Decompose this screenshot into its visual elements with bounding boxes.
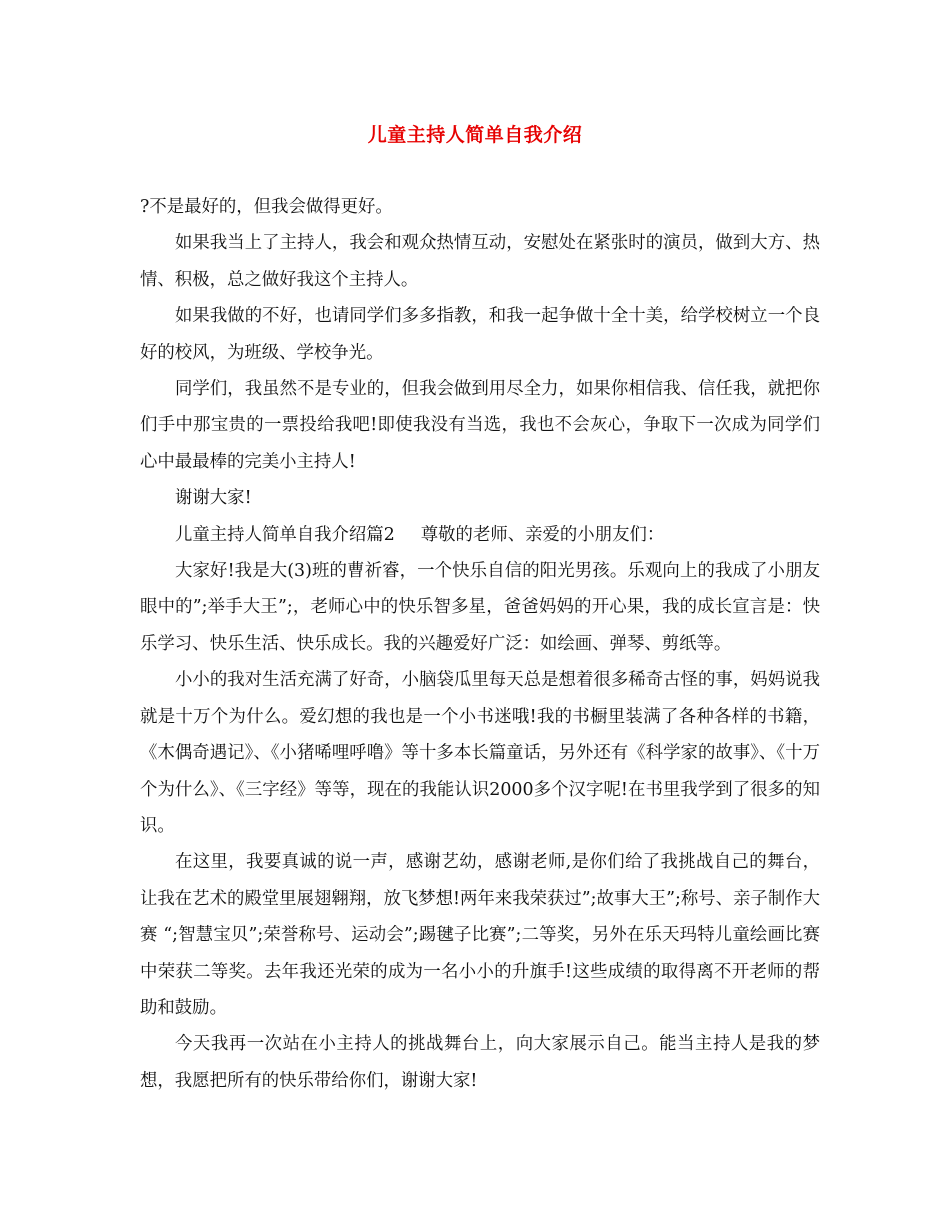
paragraph-2: 如果我当上了主持人，我会和观众热情互动，安慰处在紧张时的演员，做到大方、热情、积极，总之做好我这个主持人。	[140, 233, 820, 290]
paragraph-5: 谢谢大家!	[175, 488, 252, 509]
paragraph-8: 在这里，我要真诚的说一声，感谢艺幼，感谢老师,是你们给了我挑战自己的舞台，让我在艺术的殿堂里展翅翱翔，放飞梦想!两年来我荣获过”;故事大王”;称号、亲子制作大赛 “;智慧宝贝”;荣誉称号、运动会”;踢毽子比赛”;二等奖，另外在乐天玛特儿童绘画比赛中荣获二等奖。去年我还光荣的成为一名小小的升旗手!这些成绩的取得离不开老师的帮助和鼓励。	[140, 852, 820, 1018]
document-title: 儿童主持人简单自我介绍	[367, 124, 583, 146]
paragraph-7: 小小的我对生活充满了好奇，小脑袋瓜里每天总是想着很多稀奇古怪的事，妈妈说我就是十万个为什么。爱幻想的我也是一个小书迷哦!我的书橱里装满了各种各样的书籍，《木偶奇遇记》、《小猪唏哩呼噜》等十多本长篇童话，另外还有《科学家的故事》、《十万个为什么》、《三字经》等等，现在的我能认识2000多个汉字呢!在书里我学到了很多的知识。	[140, 670, 820, 836]
paragraph-4: 同学们，我虽然不是专业的，但我会做到用尽全力，如果你相信我、信任我，就把你们手中那宝贵的一票投给我吧!即使我没有当选，我也不会灰心，争取下一次成为同学们心中最最棒的完美小主持人!	[140, 379, 820, 472]
greeting: 尊敬的老师、亲爱的小朋友们：	[420, 524, 665, 545]
paragraph-9: 今天我再一次站在小主持人的挑战舞台上，向大家展示自己。能当主持人是我的梦想，我愿把所有的快乐带给你们，谢谢大家!	[140, 1034, 820, 1091]
document-body	[140, 189, 820, 1099]
section-title: 儿童主持人简单自我介绍篇2	[175, 524, 395, 545]
paragraph-1: ?不是最好的，但我会做得更好。	[140, 197, 393, 217]
section-heading-line	[140, 517, 820, 553]
paragraph-6: 大家好!我是大(3)班的曹祈睿，一个快乐自信的阳光男孩。乐观向上的我成了小朋友眼中的”;举手大王”;，老师心中的快乐智多星，爸爸妈妈的开心果，我的成长宣言是：快乐学习、快乐生活、快乐成长。我的兴趣爱好广泛：如绘画、弹琴、剪纸等。	[140, 561, 820, 654]
paragraph-3: 如果我做的不好，也请同学们多多指教，和我一起争做十全十美，给学校树立一个良好的校风，为班级、学校争光。	[140, 306, 820, 363]
